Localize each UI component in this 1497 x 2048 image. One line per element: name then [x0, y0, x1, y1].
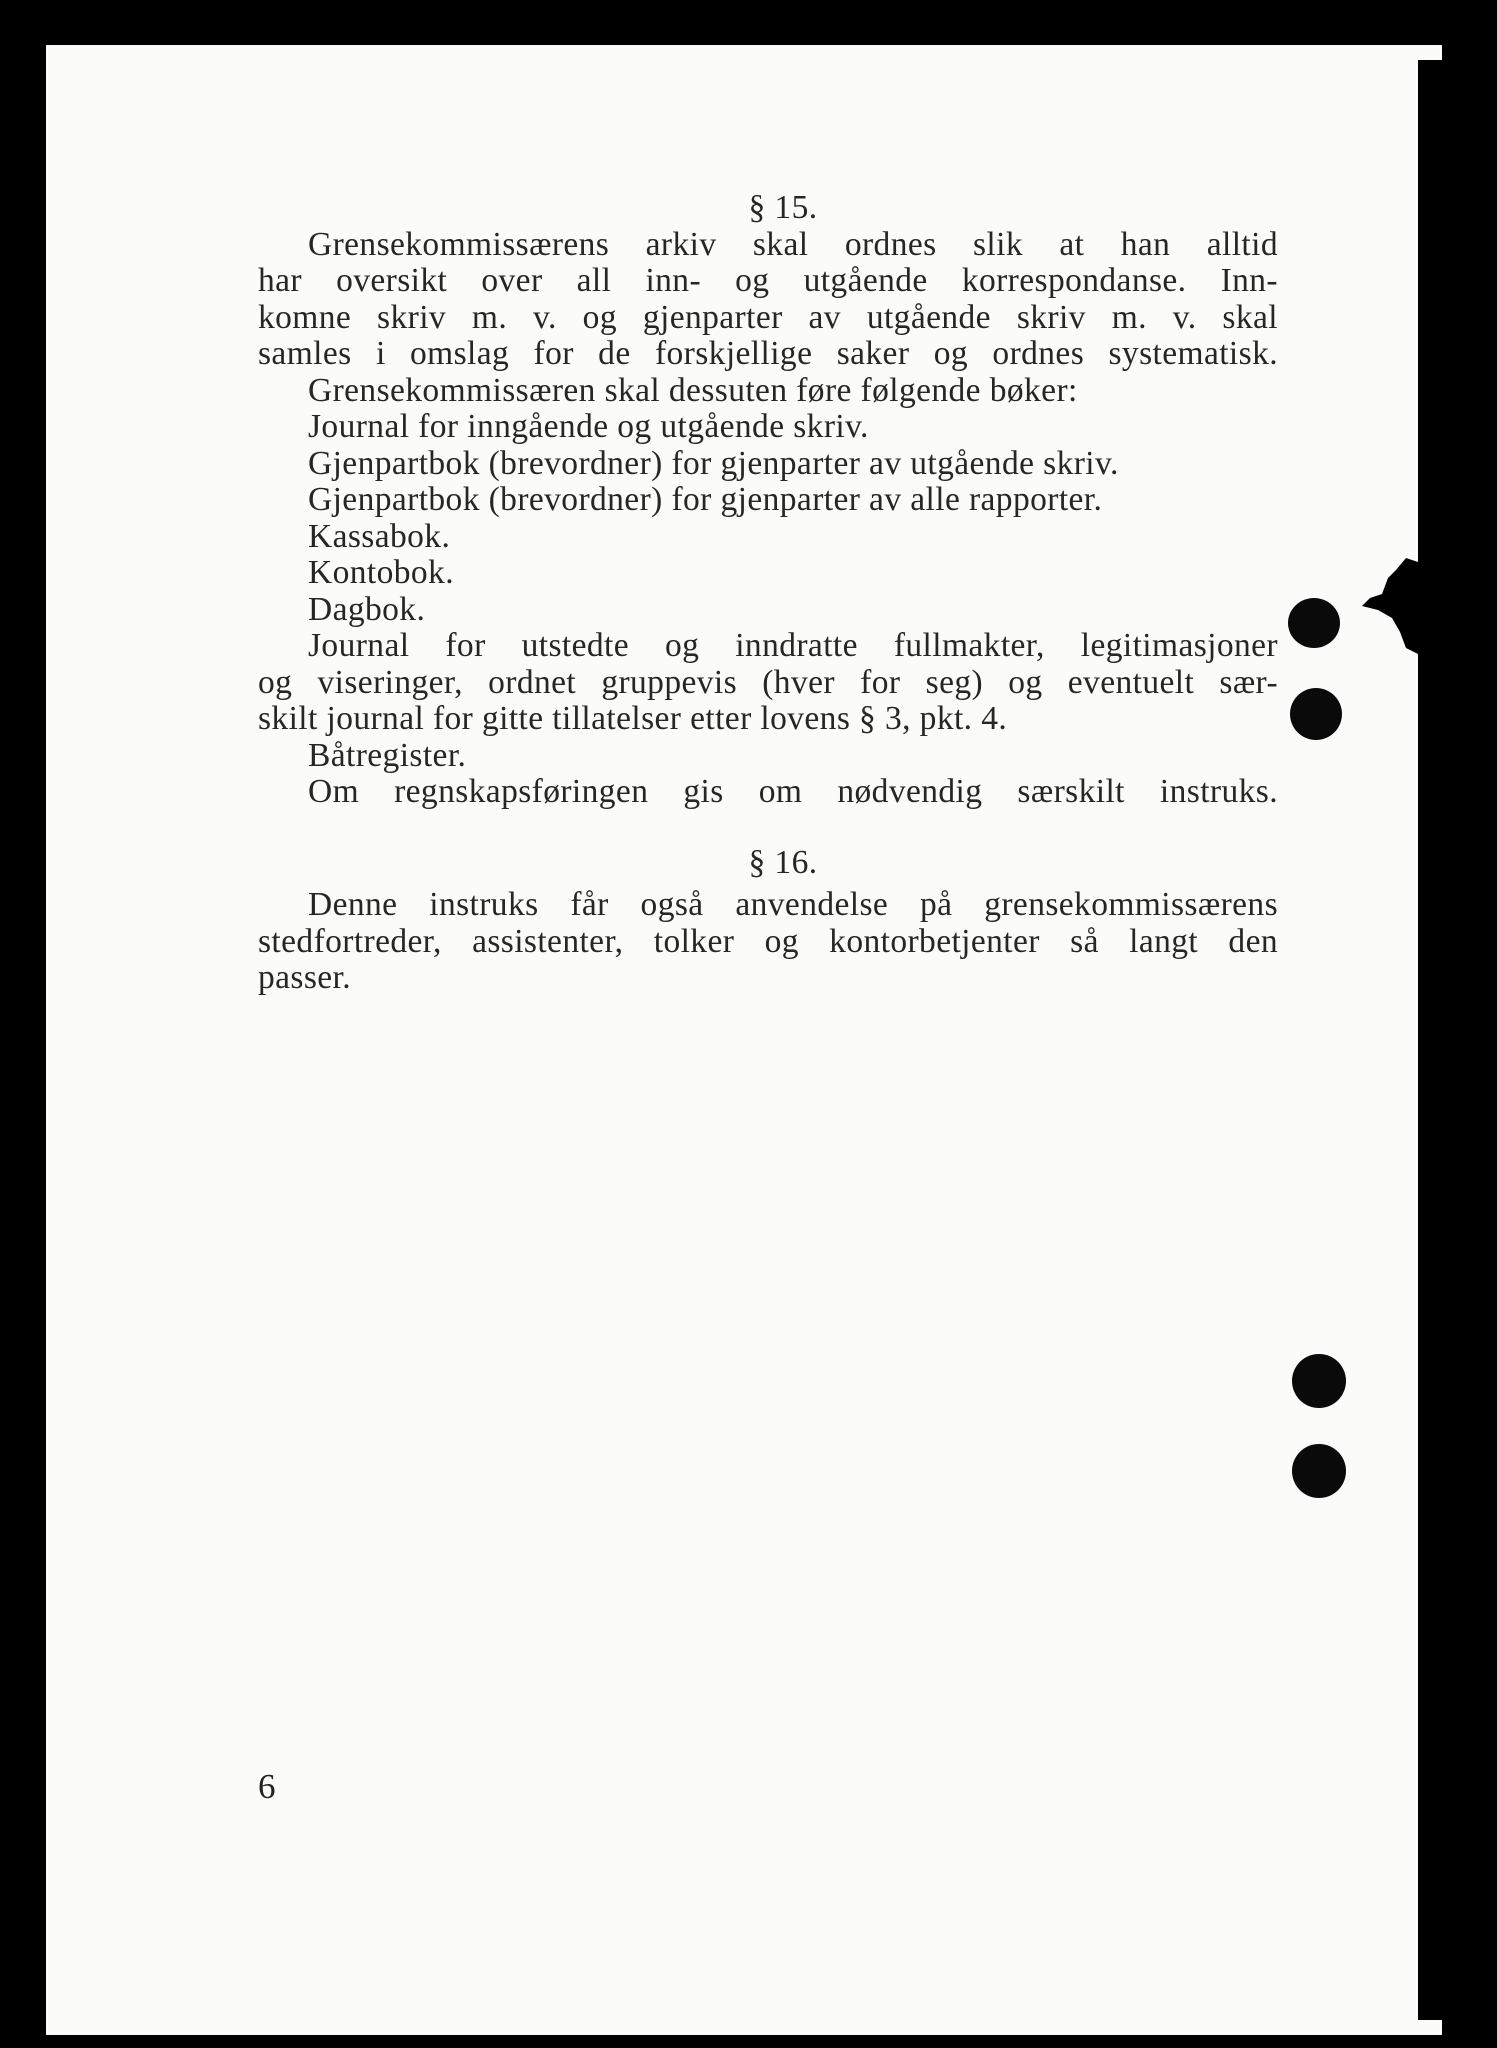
- text-line: Journal for utstedte og inndratte fullmakter, legitimasjoner: [308, 627, 1278, 664]
- text-line: stedfortreder, assistenter, tolker og kontorbetjenter så langt den: [258, 922, 1278, 960]
- scan-edge-shadow: [1418, 60, 1446, 2020]
- punch-hole: [1290, 688, 1342, 740]
- torn-edge: [1348, 548, 1448, 668]
- text-line: har oversikt over all inn- og utgående korrespondanse. Inn-: [258, 262, 1278, 299]
- punch-hole: [1288, 598, 1340, 648]
- section-15-heading: § 15.: [748, 189, 818, 226]
- text-line: samles i omslag for de forskjellige saker og ordnes systematisk.: [258, 335, 1278, 372]
- text-line: Denne instruks får også anvendelse på grensekommissærens: [308, 886, 1278, 923]
- text-line: Kontobok.: [308, 554, 454, 591]
- document-body: [258, 190, 1278, 997]
- punch-hole: [1292, 1444, 1346, 1498]
- punch-hole: [1292, 1354, 1346, 1408]
- text-line: komne skriv m. v. og gjenparter av utgående skriv m. v. skal: [258, 298, 1278, 336]
- text-line: Journal for inngående og utgående skriv.: [308, 408, 869, 445]
- text-line: Grensekommissæren skal dessuten føre følgende bøker:: [308, 371, 1078, 409]
- text-line: Grensekommissærens arkiv skal ordnes slik at han alltid: [308, 225, 1278, 263]
- page-number: 6: [258, 1767, 276, 1806]
- text-line: og viseringer, ordnet gruppevis (hver for seg) og eventuelt sær-: [258, 663, 1278, 701]
- text-line: passer.: [258, 959, 352, 996]
- text-line: skilt journal for gitte tillatelser etter lovens § 3, pkt. 4.: [258, 700, 1008, 737]
- text-line: Om regnskapsføringen gis om nødvendig særskilt instruks.: [308, 773, 1278, 810]
- text-line: Kassabok.: [308, 517, 451, 555]
- text-line: Gjenpartbok (brevordner) for gjenparter av utgående skriv.: [308, 444, 1119, 482]
- text-line: Båtregister.: [308, 736, 467, 774]
- text-line: Gjenpartbok (brevordner) for gjenparter av alle rapporter.: [308, 481, 1103, 518]
- section-16-heading: § 16.: [748, 843, 818, 881]
- text-line: Dagbok.: [308, 590, 426, 628]
